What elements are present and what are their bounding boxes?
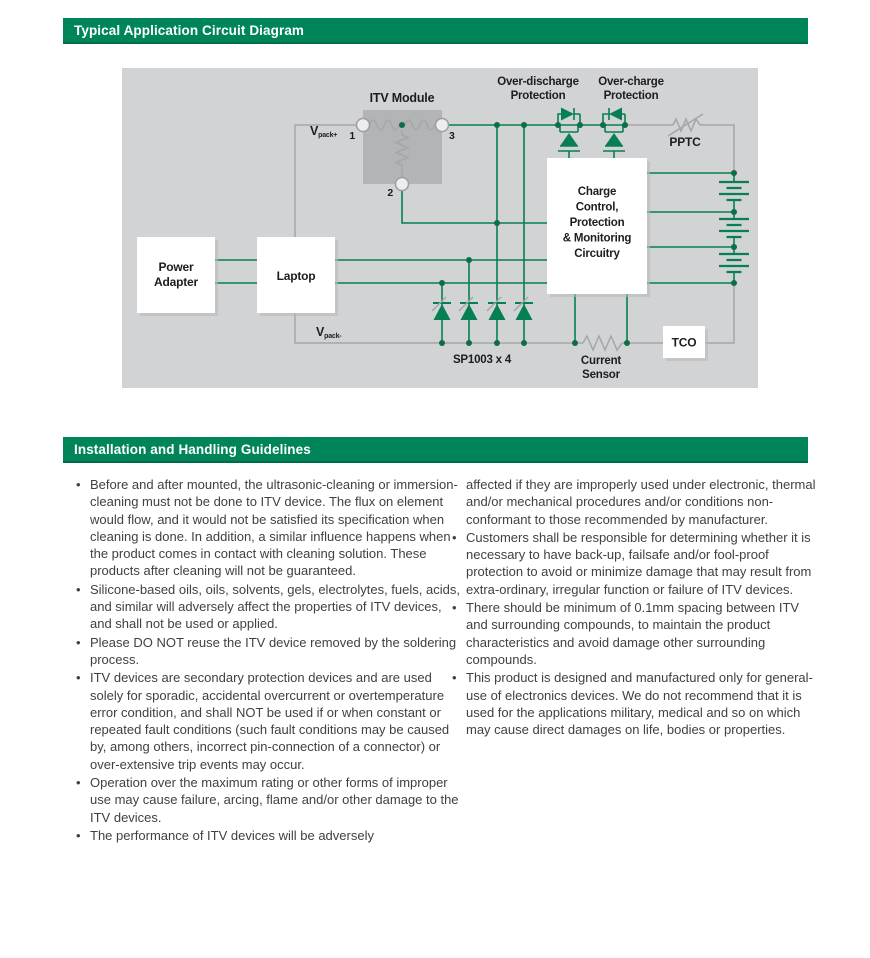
guideline-item <box>452 669 824 738</box>
bullet-marker: • <box>76 634 81 650</box>
guideline-text: This product is designed and manufactured only for general-use of electronics devices. We do not recommend that it is used for the applications military, medical and so on which may cause direct damages on life, bodies or properties. <box>466 670 813 738</box>
guideline-item <box>76 774 460 826</box>
guidelines-section-header <box>63 437 808 463</box>
pin2-label: 2 <box>387 187 393 199</box>
svg-text:Circuitry: Circuitry <box>574 248 620 260</box>
bullet-marker: • <box>76 827 81 843</box>
vpack-minus-label: Vpack- <box>316 325 342 340</box>
circuit-section-title: Typical Application Circuit Diagram <box>74 22 305 38</box>
bullet-marker: • <box>452 529 457 545</box>
svg-text:Control,: Control, <box>575 201 619 214</box>
svg-text:Adapter: Adapter <box>154 275 198 289</box>
guideline-item <box>76 581 460 633</box>
guidelines-right-column <box>452 476 824 739</box>
bullet-marker: • <box>452 600 457 616</box>
tco-label: TCO <box>671 335 697 350</box>
over-discharge-label: Over-discharge <box>497 76 579 88</box>
bullet-spacer <box>452 476 466 528</box>
svg-text:& Monitoring: & Monitoring <box>562 232 632 245</box>
terminal-1 <box>357 119 370 132</box>
terminal-2 <box>396 178 409 191</box>
guideline-text: The performance of ITV devices will be adversely <box>90 827 374 843</box>
vpack-plus-label: Vpack+ <box>310 124 338 139</box>
guidelines-section-title: Installation and Handling Guidelines <box>74 441 311 457</box>
pptc-label: PPTC <box>669 135 701 149</box>
pin1-label: 1 <box>349 130 355 142</box>
over-charge-label: Over-charge <box>598 76 664 88</box>
guideline-text: Please DO NOT reuse the ITV device removed by the soldering process. <box>90 634 457 667</box>
guideline-item <box>452 529 824 598</box>
application-circuit-diagram <box>122 68 758 388</box>
laptop-label: Laptop <box>276 269 316 283</box>
guideline-item <box>76 476 460 580</box>
guideline-text: Operation over the maximum rating or other forms of improper use may cause failure, arcing, flame and/or other damage to the ITV devices. <box>90 775 459 825</box>
bullet-marker: • <box>452 670 457 686</box>
guideline-text: Before and after mounted, the ultrasonic-cleaning or immersion-cleaning must not be done to ITV device. The flux on element would flow, and it would not be satisfied its specification when cleaning is done. In addition, a similar influence happens when the product comes in contact with cleaning solution. These products after cleaning will not be guaranteed. <box>90 477 458 579</box>
guideline-text: Silicone-based oils, oils, solvents, gels, electrolytes, fuels, acids, and similar will adversely affect the properties of ITV devices, and shall not be used or applied. <box>90 581 460 632</box>
circuit-diagram-svg <box>122 68 758 388</box>
charge-control-label: Charge <box>577 186 617 198</box>
itv-module-label: ITV Module <box>369 91 435 105</box>
bullet-marker: • <box>76 775 81 791</box>
guideline-text: affected if they are improperly used under electronic, thermal and/or mechanical procedures and/or conditions non-conformant to those recommended by manufacturer. <box>466 477 816 527</box>
circuit-section-header <box>63 18 808 44</box>
guidelines-left-column <box>76 476 460 845</box>
bullet-marker: • <box>76 670 81 686</box>
guideline-item <box>76 827 460 844</box>
current-sensor-label: Current <box>580 355 622 367</box>
guideline-item <box>452 599 824 668</box>
guideline-text: There should be minimum of 0.1mm spacing between ITV and surrounding compounds, to maintain the product characteristics and avoid damage other surrounding compounds. <box>466 600 800 667</box>
guideline-item-continuation <box>452 476 824 528</box>
power-adapter-label: Power <box>158 260 194 274</box>
guideline-text: ITV devices are secondary protection devices and are used solely for sporadic, accidental overcurrent or overtemperature error condition, and shall NOT be used if or when constant or repeated fault conditions (such fault conditions may be caused by, among others, incorrect pin-connection of a connector) or over-extensive trip events may occur. <box>90 670 450 772</box>
bullet-marker: • <box>76 477 81 492</box>
bullet-marker: • <box>76 581 81 597</box>
terminal-3 <box>436 119 449 132</box>
pin3-label: 3 <box>449 130 455 142</box>
guideline-item <box>76 634 460 669</box>
sp1003-label: SP1003 x 4 <box>452 354 512 366</box>
svg-text:Sensor: Sensor <box>582 369 620 381</box>
svg-text:Protection: Protection <box>569 217 625 229</box>
guideline-item <box>76 669 460 773</box>
svg-text:Protection: Protection <box>603 90 659 102</box>
guideline-text: Customers shall be responsible for determining whether it is necessary to have back-up, failsafe and/or fool-proof protection to avoid or minimize damage that may result from extra-ordinary, irregular function or failure of ITV devices. <box>466 529 812 597</box>
svg-text:Protection: Protection <box>510 90 566 102</box>
